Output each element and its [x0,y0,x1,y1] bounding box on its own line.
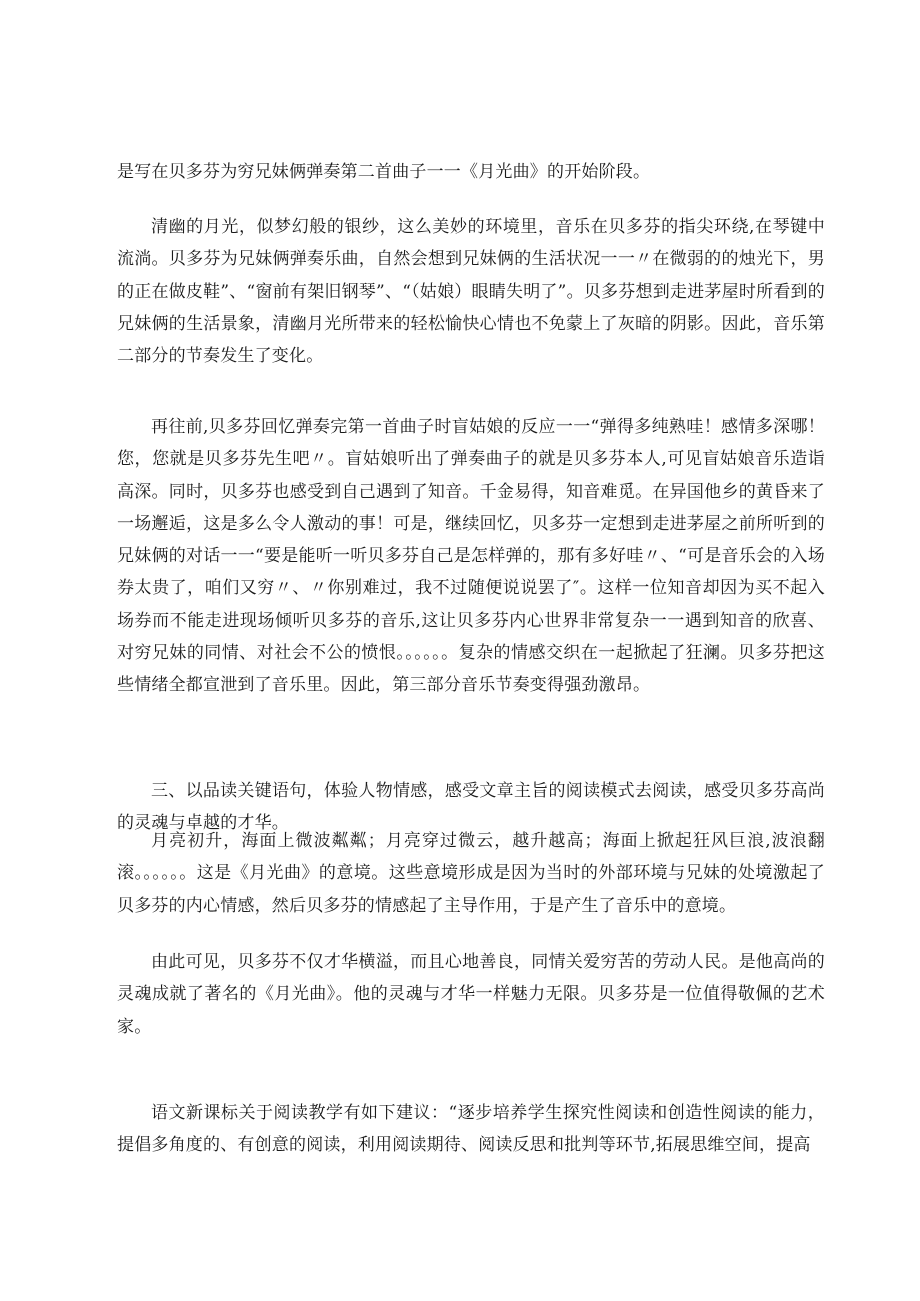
paragraph-2: 清幽的月光，似梦幻般的银纱，这么美妙的环境里，音乐在贝多芬的指尖环绕,在琴键中流淌。贝多芬为兄妹俩弹奏乐曲，自然会想到兄妹俩的生活状况一一〃在微弱的的烛光下，男的正在做皮鞋”、“窗前有架旧钢琴”、“（姑娘）眼睛失明了”。贝多芬想到走进茅屋时所看到的兄妹俩的生活景象，清幽月光所带来的轻松愉快心情也不免蒙上了灰暗的阴影。因此，音乐第二部分的节奏发生了变化。 [117,217,825,367]
paragraph-5: 由此可见，贝多芬不仅才华横溢，而且心地善良，同情关爱穷苦的劳动人民。是他高尚的灵魂成就了著名的《月光曲》。他的灵魂与才华一样魅力无限。贝多芬是一位值得敬佩的艺术家。 [117,952,825,1037]
paragraph-4: 月亮初升，海面上微波粼粼；月亮穿过微云，越升越高；海面上掀起狂风巨浪,波浪翻滚。。。。。。这是《月光曲》的意境。这些意境形成是因为当时的外部环境与兄妹的处境激起了贝多芬的内心情感，然后贝多芬的情感起了主导作用，于是产生了音乐中的意境。 [117,831,825,916]
paragraph-1: 是写在贝多芬为穷兄妹俩弹奏第二首曲子一一《月光曲》的开始阶段。 [117,162,651,182]
section-heading-3: 三、以品读关键语句，体验人物情感，感受文章主旨的阅读模式去阅读，感受贝多芬高尚的灵魂与卓越的才华。 [117,781,825,834]
paragraph-3: 再往前,贝多芬回忆弹奏完第一首曲子时盲姑娘的反应一一“弹得多纯熟哇！感情多深哪！您，您就是贝多芬先生吧〃。盲姑娘听出了弹奏曲子的就是贝多芬本人,可见盲姑娘音乐造诣高深。同时，贝多芬也感受到自己遇到了知音。千金易得，知音难觅。在异国他乡的黄昏来了一场邂逅，这是多么令人激动的事！可是，继续回忆，贝多芬一定想到走进茅屋之前所听到的兄妹俩的对话一一“要是能听一听贝多芬自己是怎样弹的，那有多好哇〃、“可是音乐会的入场券太贵了，咱们又穷〃、〃你别难过，我不过随便说说罢了″。这样一位知音却因为买不起入场券而不能走进现场倾听贝多芬的音乐,这让贝多芬内心世界非常复杂一一遇到知音的欣喜、对穷兄妹的同情、对社会不公的愤恨。。。。。。复杂的情感交织在一起掀起了狂澜。贝多芬把这些情绪全都宣泄到了音乐里。因此，第三部分音乐节奏变得强劲激昂。 [117,417,825,696]
paragraph-6: 语文新课标关于阅读教学有如下建议：“逐步培养学生探究性阅读和创造性阅读的能力，提倡多角度的、有创意的阅读，利用阅读期待、阅读反思和批判等环节,拓展思维空间，提高 [117,1103,825,1156]
